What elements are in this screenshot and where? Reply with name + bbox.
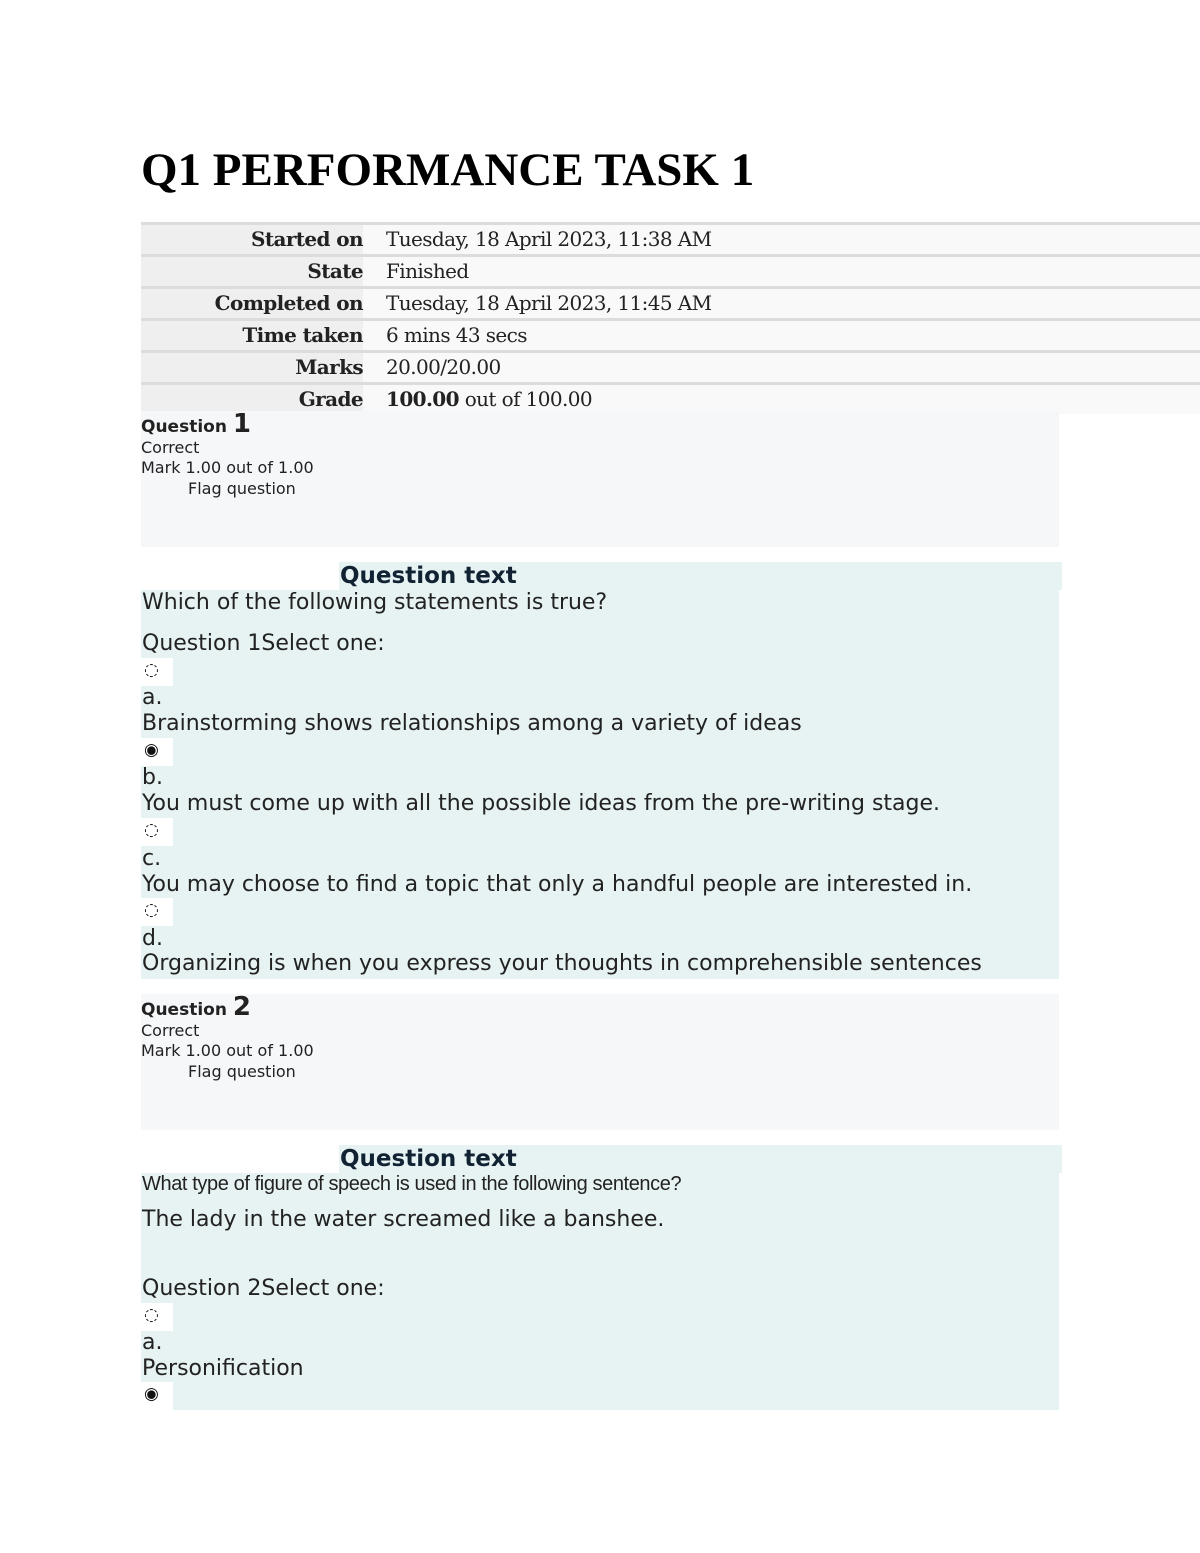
radio-selected-icon: ◉ bbox=[144, 1384, 159, 1404]
attempt-summary-table bbox=[141, 222, 1200, 417]
question-number bbox=[141, 409, 1059, 439]
option-letter: a. bbox=[142, 685, 163, 710]
summary-row-marks bbox=[141, 350, 1200, 382]
radio-option-c[interactable] bbox=[141, 818, 173, 846]
summary-row-time-taken bbox=[141, 318, 1200, 350]
option-text[interactable]: You must come up with all the possible ideas from the pre-writing stage. bbox=[142, 791, 941, 816]
option-text[interactable]: You may choose to find a topic that only a handful people are interested in. bbox=[142, 872, 973, 897]
page-title: Q1 PERFORMANCE TASK 1 bbox=[141, 144, 755, 196]
option-letter: c. bbox=[142, 846, 162, 871]
radio-option-a[interactable] bbox=[141, 1303, 173, 1331]
grade-score: 100.00 bbox=[386, 387, 459, 411]
radio-unselected-icon: ◌ bbox=[144, 660, 159, 680]
radio-selected-icon: ◉ bbox=[144, 740, 159, 760]
question-number bbox=[141, 992, 1059, 1022]
summary-label: State bbox=[141, 257, 363, 286]
summary-value: 20.00/20.00 bbox=[386, 355, 501, 379]
option-letter: a. bbox=[142, 1330, 163, 1355]
summary-label: Started on bbox=[141, 225, 363, 254]
summary-label: Completed on bbox=[141, 289, 363, 318]
question-number-value: 1 bbox=[232, 409, 251, 439]
summary-value: Tuesday, 18 April 2023, 11:38 AM bbox=[386, 227, 712, 251]
summary-row-state bbox=[141, 254, 1200, 286]
question-label: Question bbox=[141, 417, 227, 437]
flag-question-link[interactable]: Flag question bbox=[188, 1062, 296, 1081]
radio-option-b[interactable] bbox=[141, 738, 173, 766]
option-letter: b. bbox=[142, 765, 163, 790]
question-status: Correct bbox=[141, 438, 200, 457]
radio-unselected-icon: ◌ bbox=[144, 1305, 159, 1325]
grade-out-of: out of 100.00 bbox=[458, 387, 593, 411]
summary-label: Marks bbox=[141, 353, 363, 382]
option-text[interactable]: Brainstorming shows relationships among a variety of ideas bbox=[142, 711, 802, 736]
summary-value: Tuesday, 18 April 2023, 11:45 AM bbox=[386, 291, 712, 315]
question-status: Correct bbox=[141, 1021, 200, 1040]
option-letter: d. bbox=[142, 926, 163, 951]
option-text[interactable]: Organizing is when you express your thoughts in comprehensible sentences bbox=[142, 951, 982, 976]
select-one-label: Question 2Select one: bbox=[142, 1276, 385, 1301]
question-sentence: The lady in the water screamed like a banshee. bbox=[142, 1207, 665, 1232]
summary-row-grade bbox=[141, 382, 1200, 414]
question-text-heading: Question text bbox=[339, 562, 1062, 590]
question-number-value: 2 bbox=[232, 992, 251, 1022]
question-text-heading: Question text bbox=[339, 1145, 1062, 1173]
radio-option-b[interactable] bbox=[141, 1382, 173, 1410]
radio-option-a[interactable] bbox=[141, 658, 173, 686]
question-prompt: Which of the following statements is true? bbox=[142, 590, 608, 615]
question-label: Question bbox=[141, 1000, 227, 1020]
question-prompt: What type of figure of speech is used in the following sentence? bbox=[142, 1173, 682, 1195]
summary-row-started bbox=[141, 222, 1200, 254]
option-text[interactable]: Personification bbox=[142, 1356, 304, 1381]
summary-value bbox=[363, 385, 1200, 414]
question-2-content bbox=[141, 1173, 1059, 1410]
summary-label: Time taken bbox=[141, 321, 363, 350]
summary-row-completed bbox=[141, 286, 1200, 318]
radio-unselected-icon: ◌ bbox=[144, 820, 159, 840]
question-1-content bbox=[141, 590, 1059, 979]
question-mark: Mark 1.00 out of 1.00 bbox=[141, 1041, 314, 1060]
question-2-info bbox=[141, 994, 1059, 1130]
summary-value: 6 mins 43 secs bbox=[386, 323, 527, 347]
summary-value: Finished bbox=[386, 259, 469, 283]
flag-question-link[interactable]: Flag question bbox=[188, 479, 296, 498]
question-mark: Mark 1.00 out of 1.00 bbox=[141, 458, 314, 477]
summary-label: Grade bbox=[141, 385, 363, 414]
radio-unselected-icon: ◌ bbox=[144, 900, 159, 920]
question-1-info bbox=[141, 411, 1059, 547]
select-one-label: Question 1Select one: bbox=[142, 631, 385, 656]
radio-option-d[interactable] bbox=[141, 898, 173, 926]
